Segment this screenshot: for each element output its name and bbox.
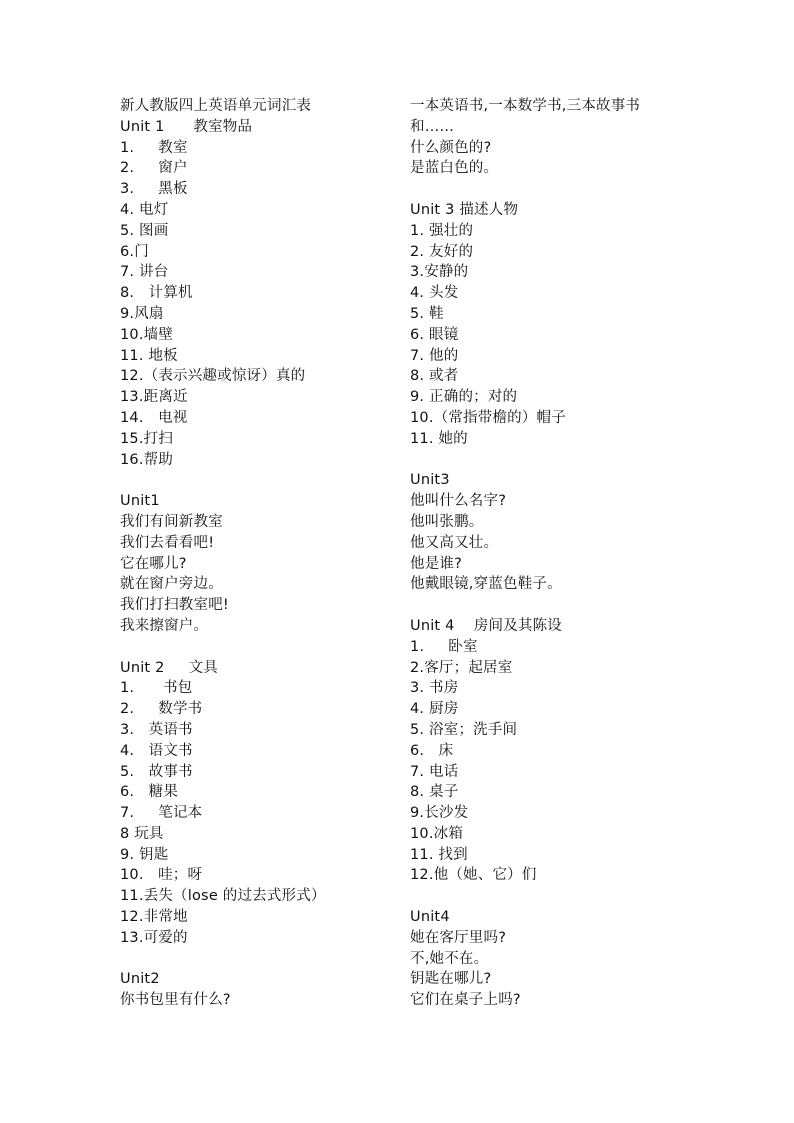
unit-heading: Unit 4 房间及其陈设 — [410, 617, 562, 634]
unit-heading: Unit 2 文具 — [120, 659, 218, 676]
vocab-item: 14. 电视 — [120, 409, 188, 426]
vocab-item: 7. 他的 — [410, 347, 459, 364]
right-column — [410, 96, 690, 1011]
vocab-item: 5. 故事书 — [120, 763, 193, 780]
blank-line — [120, 637, 400, 658]
text-line: 她在客厅里吗? — [410, 929, 507, 946]
vocab-item: 6. 床 — [410, 742, 454, 759]
vocab-item: 7. 笔记本 — [120, 805, 203, 822]
vocab-item: 5. 图画 — [120, 222, 169, 239]
vocab-item: 6. 糖果 — [120, 784, 179, 801]
vocab-item: 1. 教室 — [120, 139, 188, 156]
text-line: 不,她不在。 — [410, 950, 489, 967]
text-line: 钥匙在哪儿? — [410, 971, 492, 988]
vocab-item: 1. 强壮的 — [410, 222, 474, 239]
vocab-item: 4. 电灯 — [120, 201, 169, 218]
text-line: 他叫什么名字? — [410, 493, 507, 510]
blank-line — [120, 470, 400, 491]
left-column — [120, 96, 400, 1011]
vocab-item: 8. 桌子 — [410, 784, 459, 801]
vocab-item: 11.丢失（lose 的过去式形式） — [120, 888, 326, 905]
text-line: 和…… — [410, 118, 455, 135]
blank-line — [120, 949, 400, 970]
text-line: 我们去看看吧! — [120, 534, 215, 551]
unit-heading: Unit 3 描述人物 — [410, 201, 519, 218]
vocab-item: 2.客厅；起居室 — [410, 659, 513, 676]
vocab-item: 3. 英语书 — [120, 721, 193, 738]
vocab-item: 8 玩具 — [120, 825, 164, 842]
vocab-item: 3. 书房 — [410, 680, 459, 697]
text-line: 它在哪儿? — [120, 555, 187, 572]
vocab-item: 2. 窗户 — [120, 160, 188, 177]
text-line: 一本英语书,一本数学书,三本故事书 — [410, 98, 641, 114]
vocab-item: 11. 地板 — [120, 347, 178, 364]
vocab-item: 2. 友好的 — [410, 243, 474, 260]
vocab-item: 10.冰箱 — [410, 825, 464, 842]
vocab-item: 16.帮助 — [120, 451, 174, 468]
vocab-item: 12.他（她、它）们 — [410, 867, 537, 884]
vocab-item: 3.安静的 — [410, 264, 469, 281]
vocab-item: 7. 讲台 — [120, 264, 169, 281]
document-title: 新人教版四上英语单元词汇表 — [120, 98, 312, 114]
vocab-item: 9.长沙发 — [410, 805, 469, 822]
text-line: 我们有间新教室 — [120, 513, 223, 530]
unit-heading: Unit1 — [120, 493, 160, 510]
vocab-item: 5. 浴室；洗手间 — [410, 721, 518, 738]
text-line: 他是谁? — [410, 555, 462, 572]
vocab-item: 4. 头发 — [410, 285, 459, 302]
vocab-item: 12.非常地 — [120, 909, 188, 926]
unit-heading: Unit2 — [120, 971, 160, 988]
vocab-item: 9. 正确的；对的 — [410, 389, 518, 406]
blank-line — [410, 886, 690, 907]
vocab-item: 10.墙壁 — [120, 326, 174, 343]
vocab-item: 6.门 — [120, 243, 149, 260]
vocab-item: 3. 黑板 — [120, 181, 188, 198]
vocab-item: 8. 或者 — [410, 368, 459, 385]
text-line: 就在窗户旁边。 — [120, 576, 223, 593]
text-line: 是蓝白色的。 — [410, 160, 499, 177]
vocab-item: 6. 眼镜 — [410, 326, 459, 343]
blank-line — [410, 179, 690, 200]
blank-line — [410, 450, 690, 471]
vocab-item: 9.风扇 — [120, 305, 164, 322]
vocab-item: 8. 计算机 — [120, 285, 193, 302]
unit-heading: Unit3 — [410, 472, 450, 489]
text-line: 我们打扫教室吧! — [120, 597, 229, 614]
blank-line — [410, 595, 690, 616]
unit-heading: Unit4 — [410, 909, 450, 926]
vocab-item: 11. 找到 — [410, 846, 468, 863]
vocab-item: 7. 电话 — [410, 763, 459, 780]
vocab-item: 4. 语文书 — [120, 742, 193, 759]
text-line: 他又高又壮。 — [410, 534, 499, 551]
vocab-item: 12.（表示兴趣或惊讶）真的 — [120, 368, 306, 385]
text-line: 我来擦窗户。 — [120, 617, 209, 634]
vocab-item: 2. 数学书 — [120, 701, 203, 718]
vocab-item: 13.距离近 — [120, 389, 188, 406]
vocab-item: 4. 厨房 — [410, 701, 459, 718]
text-line: 它们在桌子上吗? — [410, 992, 521, 1009]
vocab-item: 9. 钥匙 — [120, 846, 169, 863]
text-line: 他叫张鹏。 — [410, 513, 484, 530]
vocab-item: 11. 她的 — [410, 430, 468, 447]
text-line: 什么颜色的? — [410, 139, 492, 156]
text-line: 你书包里有什么? — [120, 992, 231, 1009]
vocab-item: 5. 鞋 — [410, 305, 444, 322]
vocab-item: 1. 卧室 — [410, 638, 478, 655]
text-line: 他戴眼镜,穿蓝色鞋子。 — [410, 576, 562, 593]
unit-heading: Unit 1 教室物品 — [120, 118, 253, 135]
vocab-item: 10. 哇；呀 — [120, 867, 203, 884]
vocab-item: 10.（常指带檐的）帽子 — [410, 409, 566, 426]
vocab-item: 1. 书包 — [120, 680, 193, 697]
vocab-item: 13.可爱的 — [120, 929, 188, 946]
vocab-item: 15.打扫 — [120, 430, 174, 447]
